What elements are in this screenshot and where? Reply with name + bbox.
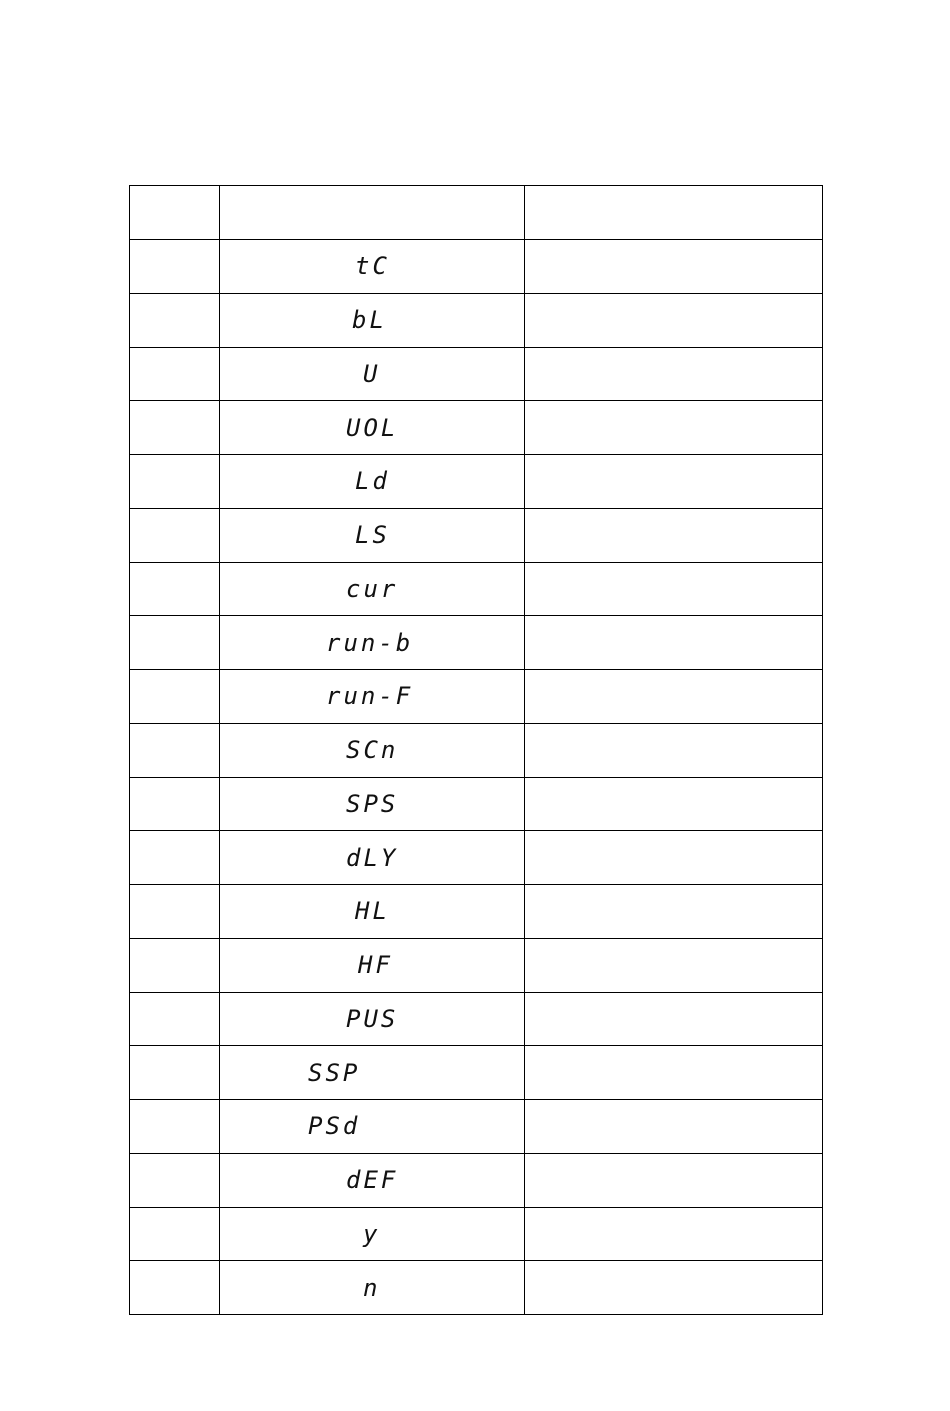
description-cell [525,1207,823,1261]
description-cell [525,1100,823,1154]
table-row [130,1100,823,1154]
table-row [130,777,823,831]
table-row [130,723,823,777]
row-index-cell [130,455,220,509]
display-code-cell [220,240,525,294]
display-code: bL [352,306,387,335]
description-cell [525,616,823,670]
display-code-cell [220,562,525,616]
display-code: dLY [346,843,399,872]
description-cell [525,240,823,294]
display-code-cell [220,777,525,831]
description-cell [525,831,823,885]
display-code-cell [220,616,525,670]
display-code-cell [220,455,525,509]
display-code: SPS [346,789,399,818]
header-cell-2 [220,186,525,240]
display-code: HF [358,951,393,980]
table-row [130,616,823,670]
row-index-cell [130,885,220,939]
description-cell [525,562,823,616]
display-code: HL [355,897,390,926]
table-row [130,455,823,509]
row-index-cell [130,401,220,455]
table-row [130,885,823,939]
table-header-row [130,186,823,240]
table-row [130,1261,823,1315]
row-index-cell [130,777,220,831]
display-code-cell [220,1100,525,1154]
table-row [130,347,823,401]
row-index-cell [130,508,220,562]
display-code-cell [220,885,525,939]
table-row [130,1046,823,1100]
row-index-cell [130,347,220,401]
display-code-cell [220,508,525,562]
code-table [129,185,823,1315]
table-row [130,938,823,992]
display-code: LS [355,521,390,550]
display-code: SSP [308,1058,361,1087]
row-index-cell [130,1261,220,1315]
row-index-cell [130,616,220,670]
description-cell [525,1153,823,1207]
row-index-cell [130,670,220,724]
display-code: U [363,359,381,388]
display-code: cur [346,574,399,603]
table-row [130,293,823,347]
row-index-cell [130,938,220,992]
display-code-cell [220,831,525,885]
display-code-cell [220,992,525,1046]
display-code: tC [355,252,390,281]
table-body [130,186,823,1315]
display-code-cell [220,723,525,777]
table-row [130,240,823,294]
row-index-cell [130,723,220,777]
row-index-cell [130,293,220,347]
display-code: PSd [308,1112,361,1141]
row-index-cell [130,1100,220,1154]
description-cell [525,401,823,455]
row-index-cell [130,240,220,294]
description-cell [525,938,823,992]
description-cell [525,508,823,562]
description-cell [525,723,823,777]
display-code-cell [220,670,525,724]
display-code-cell [220,401,525,455]
display-code-cell [220,1207,525,1261]
table-row [130,401,823,455]
display-code: SCn [346,736,399,765]
table-row [130,831,823,885]
display-code-cell [220,1046,525,1100]
header-cell-1 [130,186,220,240]
row-index-cell [130,992,220,1046]
description-cell [525,1046,823,1100]
display-code: Ld [355,467,390,496]
row-index-cell [130,1153,220,1207]
description-cell [525,885,823,939]
row-index-cell [130,1046,220,1100]
description-cell [525,347,823,401]
table-row [130,562,823,616]
display-code: UOL [346,413,399,442]
row-index-cell [130,831,220,885]
display-code: PUS [346,1004,399,1033]
table-row [130,1207,823,1261]
display-code: dEF [346,1166,399,1195]
description-cell [525,670,823,724]
display-code-cell [220,1153,525,1207]
display-code-cell [220,1261,525,1315]
description-cell [525,455,823,509]
display-code-cell [220,938,525,992]
display-code-cell [220,293,525,347]
display-code-cell [220,347,525,401]
table-row [130,508,823,562]
display-code: run-F [326,682,414,711]
description-cell [525,1261,823,1315]
description-cell [525,992,823,1046]
header-cell-3 [525,186,823,240]
description-cell [525,293,823,347]
table-row [130,1153,823,1207]
row-index-cell [130,1207,220,1261]
display-code: n [363,1273,381,1302]
row-index-cell [130,562,220,616]
table-row [130,670,823,724]
display-code: y [363,1219,381,1248]
description-cell [525,777,823,831]
display-code: run-b [326,628,414,657]
table-row [130,992,823,1046]
